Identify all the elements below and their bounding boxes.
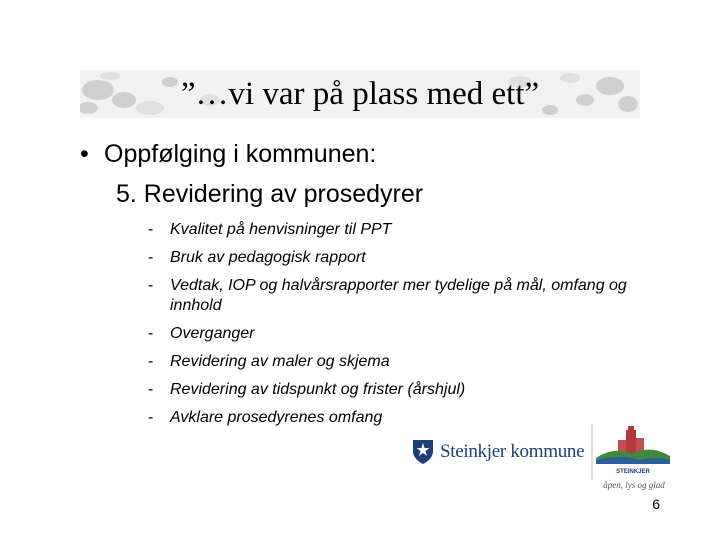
steinkjer-town-badge-icon [590, 424, 674, 480]
dash-symbol: - [148, 353, 154, 370]
slide-title: ”…vi var på plass med ett” [180, 76, 540, 112]
list-item-text: Bruk av pedagogisk rapport [170, 249, 366, 266]
dash-symbol: - [148, 277, 154, 294]
dash-symbol: - [148, 409, 154, 426]
list-item [148, 220, 668, 240]
logo-text: Steinkjer kommune [440, 441, 585, 462]
dash-symbol: - [148, 249, 154, 266]
list-item-text: Revidering av maler og skjema [170, 353, 390, 370]
list-item-text: Revidering av tidspunkt og frister (årshjul) [170, 381, 466, 398]
list-item-text: Avklare prosedyrenes omfang [170, 409, 383, 426]
list-item-text: Overganger [170, 325, 255, 342]
list-item [148, 352, 668, 372]
list-item [148, 380, 668, 400]
list-item-text: Vedtak, IOP og halvårsrapporter mer tydelige på mål, omfang og innhold [170, 277, 627, 314]
dash-symbol: - [148, 381, 154, 398]
page-number: 6 [652, 496, 660, 512]
bullet-symbol: • [80, 140, 89, 168]
steinkjer-coat-of-arms-icon [412, 439, 434, 465]
dash-symbol: - [148, 325, 154, 342]
bullet-item [80, 138, 376, 170]
sub-item-list [148, 220, 668, 436]
badge-tagline: åpen, lys og glad [603, 480, 665, 490]
numbered-item: 5. Revidering av prosedyrer [116, 180, 424, 208]
bullet-text: Oppfølging i kommunen: [104, 140, 377, 168]
list-item [148, 248, 668, 268]
dash-symbol: - [148, 221, 154, 238]
list-item [148, 324, 668, 344]
list-item-text: Kvalitet på henvisninger til PPT [170, 221, 392, 238]
list-item [148, 276, 668, 316]
badge-wordmark: STEINKJER [616, 469, 650, 475]
steinkjer-kommune-logo [412, 432, 584, 472]
